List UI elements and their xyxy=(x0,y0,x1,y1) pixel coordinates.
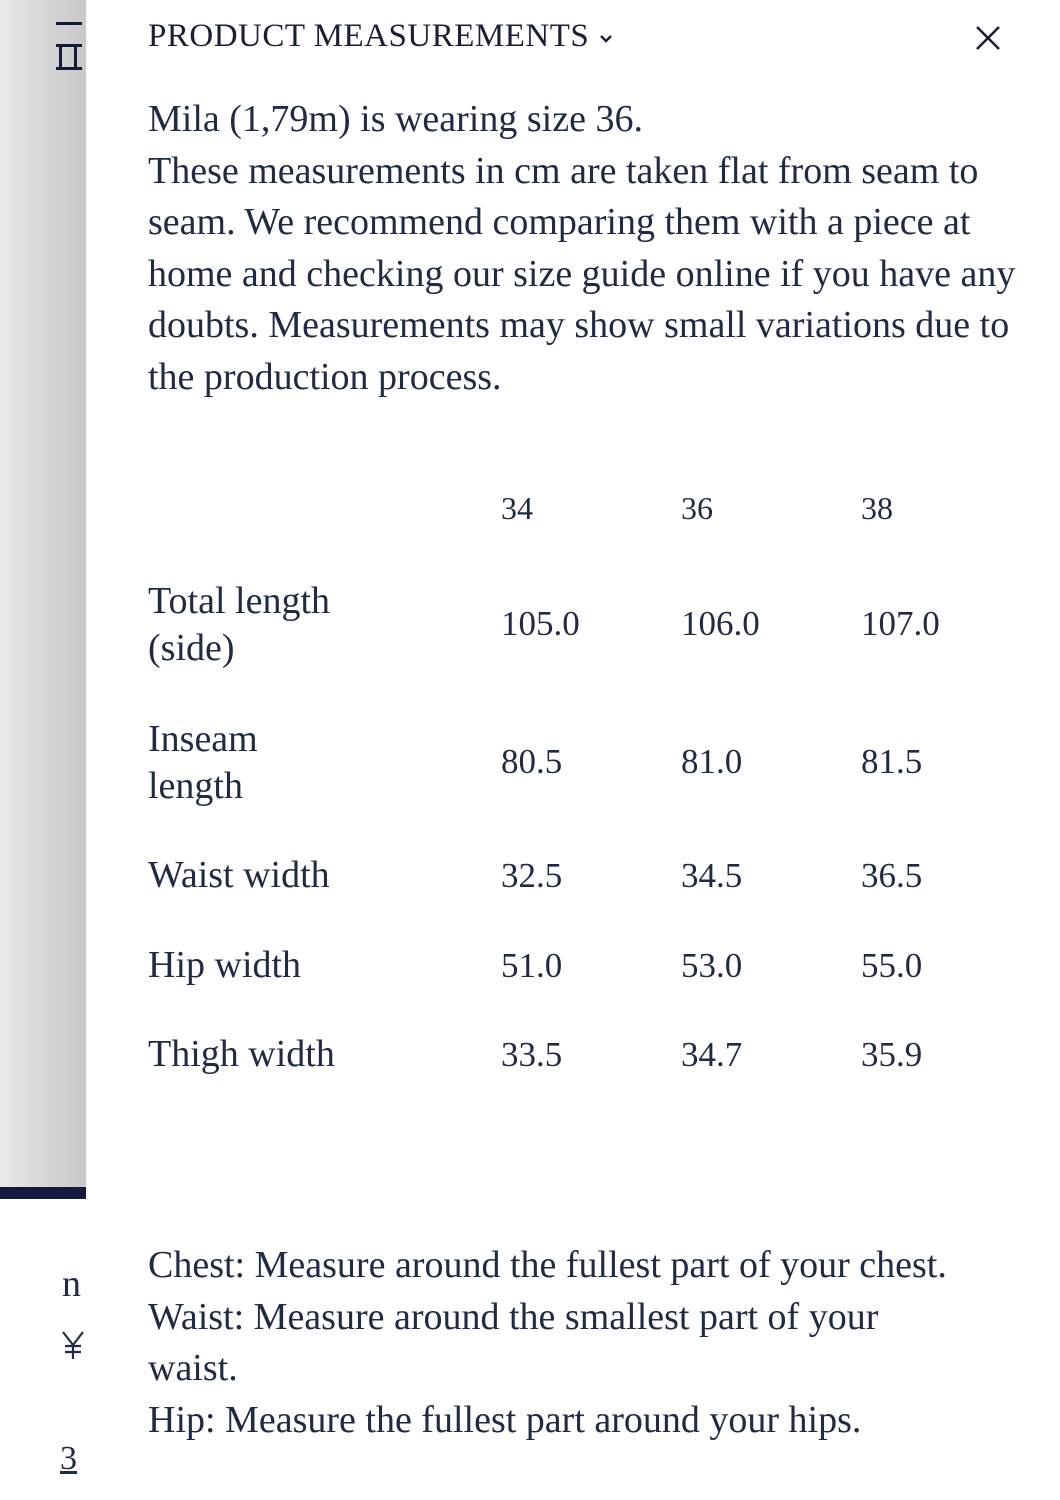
cell-value: 33.5 xyxy=(501,1035,563,1074)
size-column-header: 38 xyxy=(861,490,893,526)
cell-value: 105.0 xyxy=(501,604,580,643)
panel-title[interactable]: PRODUCT MEASUREMENTS xyxy=(148,18,590,54)
panel-header[interactable] xyxy=(148,18,613,55)
chest-note: Chest: Measure around the fullest part of your chest. xyxy=(148,1244,947,1286)
size-column-header: 36 xyxy=(681,490,713,526)
cell-value: 32.5 xyxy=(501,856,563,895)
measurement-description: These measurements in cm are taken flat from seam to seam. We recommend comparing them with a piece at home and checking our size guide online if you have any doubts. Measurements may show small variations due to the production process. xyxy=(148,149,1016,398)
background-partial-number: 3 xyxy=(60,1440,77,1477)
cell-value: 34.5 xyxy=(681,856,743,895)
row-label: Hip width xyxy=(148,944,302,986)
background-image-area xyxy=(0,0,86,1190)
close-button[interactable] xyxy=(968,16,1008,60)
menu-icon[interactable] xyxy=(56,22,82,70)
hip-note: Hip: Measure the fullest part around your hips. xyxy=(148,1398,862,1441)
background-accent-bar xyxy=(0,1187,86,1199)
model-info: Mila (1,79m) is wearing size 36. xyxy=(148,98,643,140)
background-partial-text: n xyxy=(62,1263,81,1305)
measuring-notes xyxy=(148,1240,968,1446)
cell-value: 36.5 xyxy=(861,856,923,895)
row-label: Inseam length xyxy=(148,718,258,807)
size-column-header: 34 xyxy=(501,490,533,526)
chevron-down-icon[interactable] xyxy=(599,25,613,49)
row-label: Thigh width xyxy=(148,1033,335,1075)
cell-value: 53.0 xyxy=(681,946,743,985)
intro-text xyxy=(148,94,1018,403)
close-icon[interactable] xyxy=(975,25,1001,51)
cell-value: 81.5 xyxy=(861,742,923,781)
cell-value: 51.0 xyxy=(501,946,563,985)
cell-value: 35.9 xyxy=(861,1035,923,1074)
waist-note: Waist: Measure around the smallest part of your waist. xyxy=(148,1295,879,1389)
cell-value: 81.0 xyxy=(681,742,743,781)
cell-value: 106.0 xyxy=(681,604,760,643)
cell-value: 107.0 xyxy=(861,604,940,643)
cell-value: 80.5 xyxy=(501,742,563,781)
row-label: Waist width xyxy=(148,854,330,896)
measurements-panel xyxy=(86,0,1060,1500)
row-label: Total length (side) xyxy=(148,580,331,669)
cell-value: 55.0 xyxy=(861,946,923,985)
cell-value: 34.7 xyxy=(681,1035,743,1074)
yen-icon xyxy=(60,1330,86,1368)
